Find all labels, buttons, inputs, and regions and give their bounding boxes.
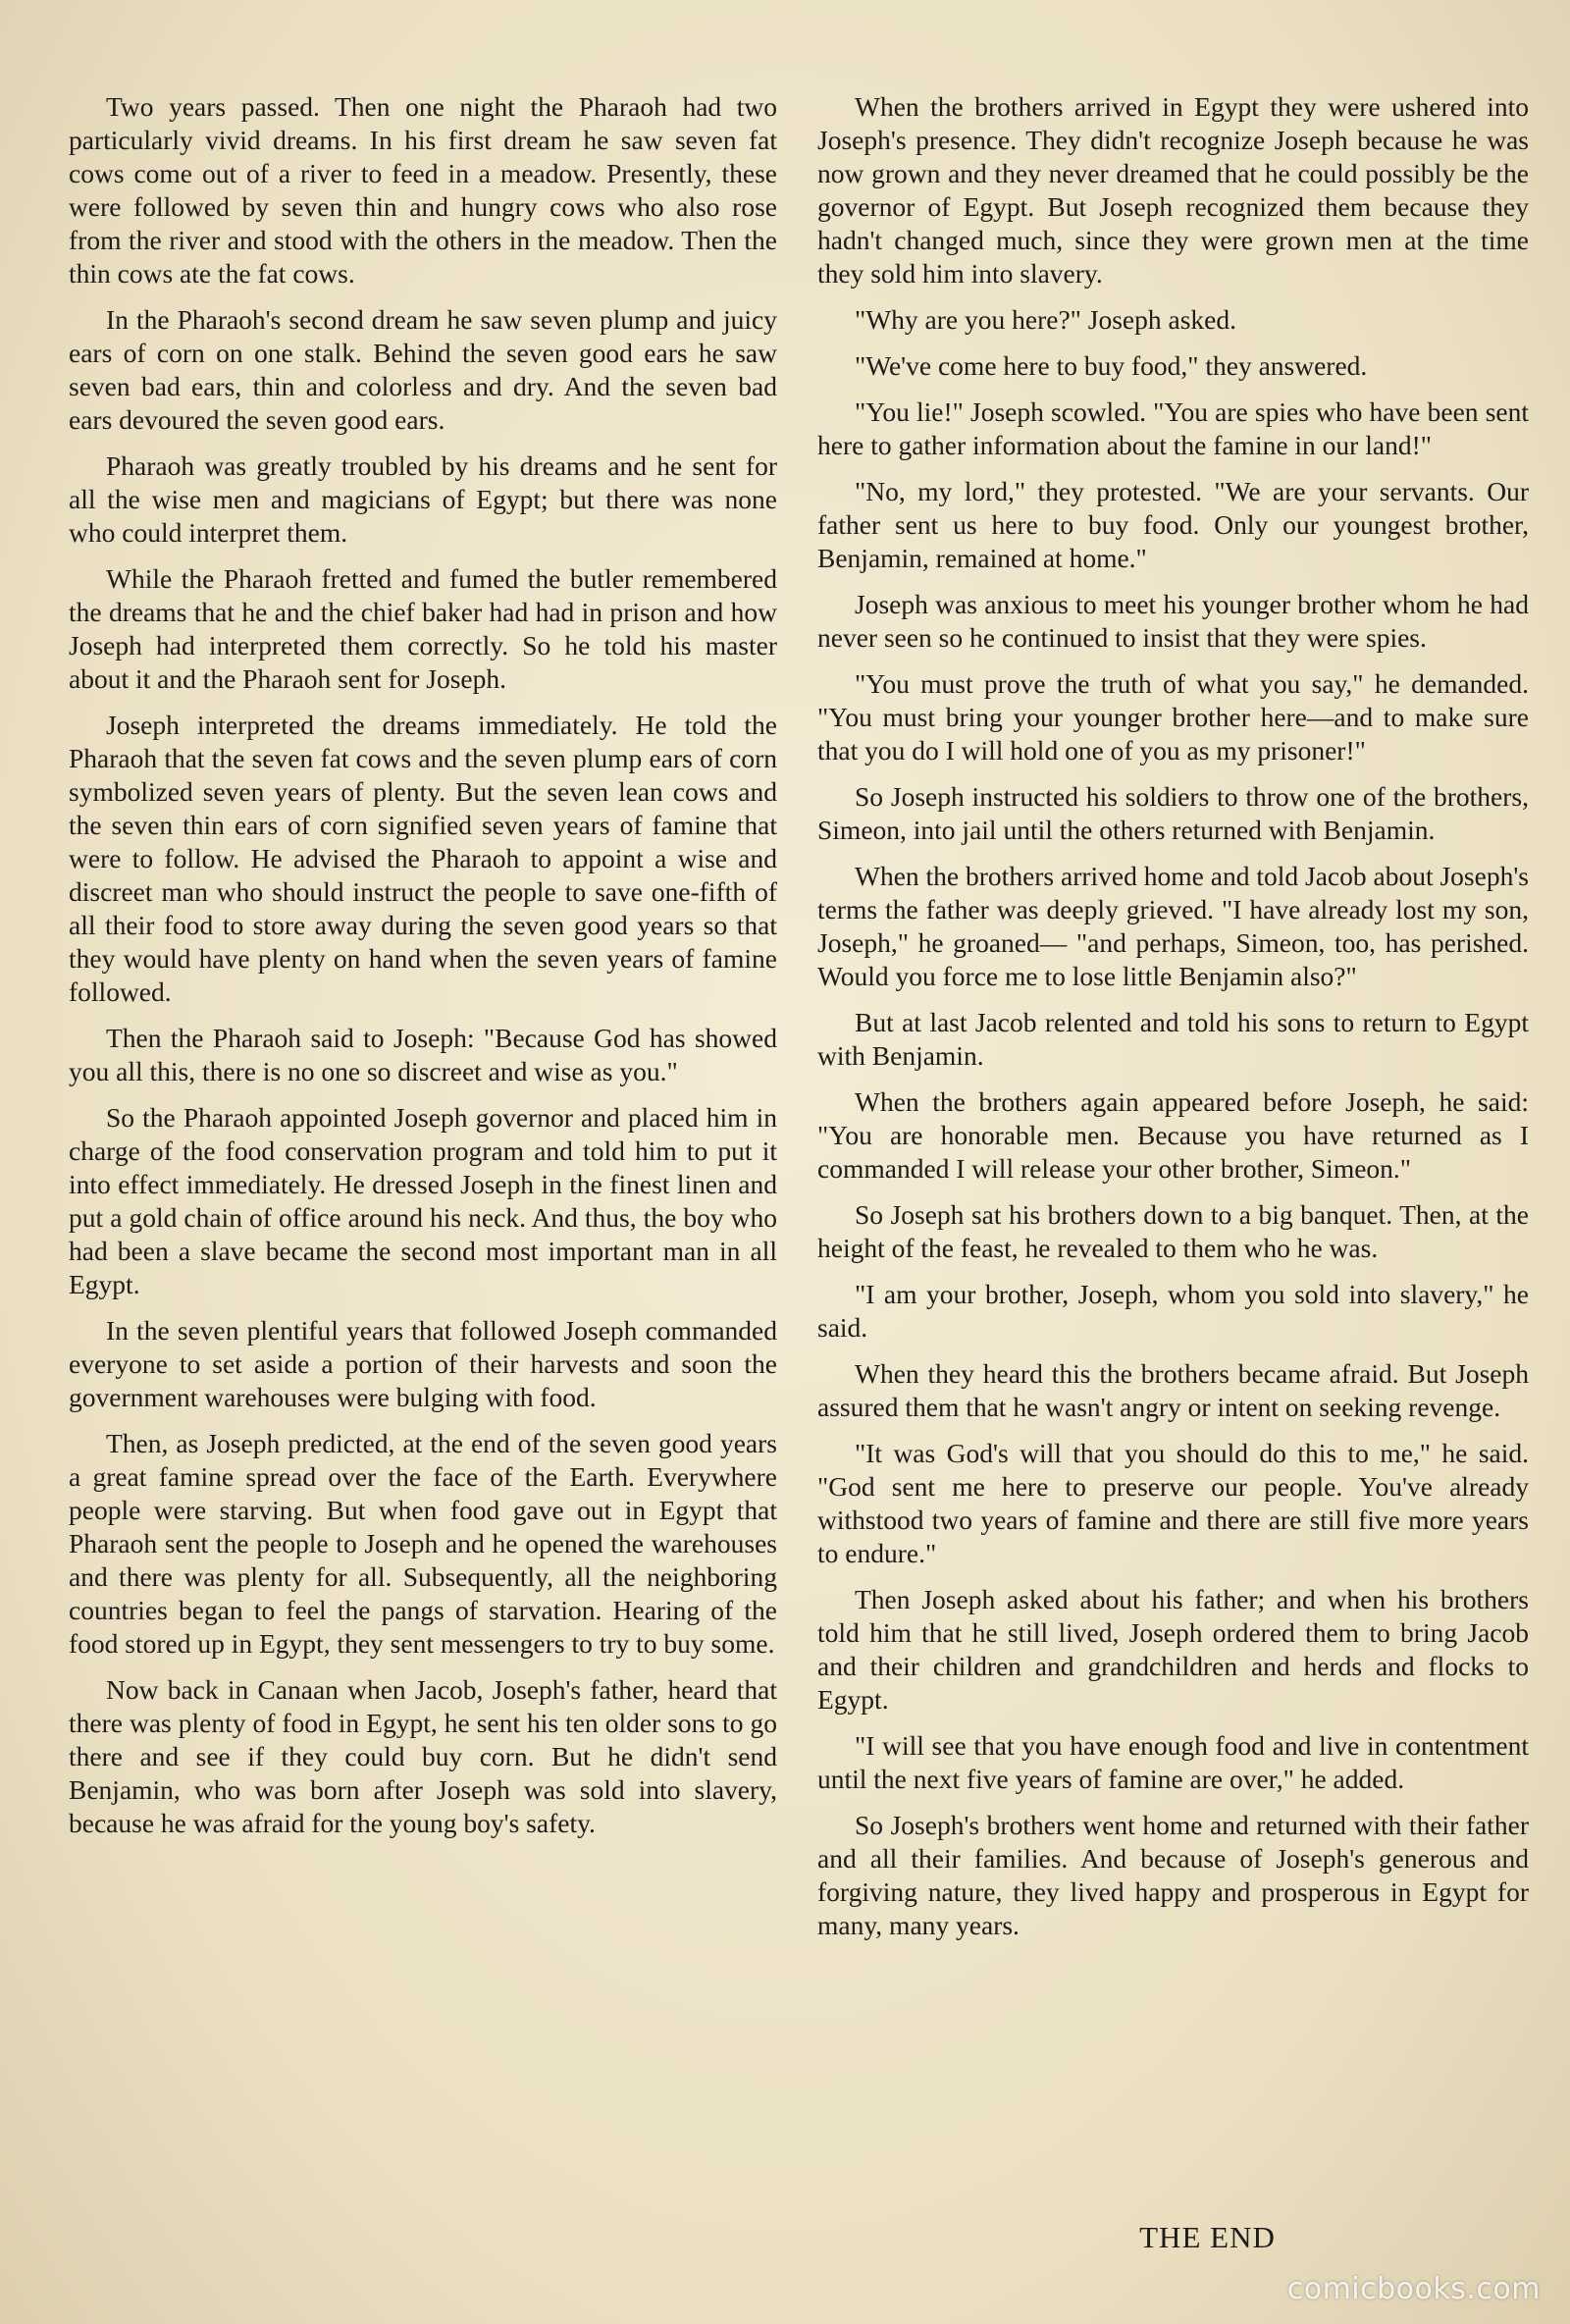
paragraph: "I will see that you have enough food and live in contentment until the next five years of famine are over," he added. (817, 1730, 1529, 1794)
paragraph: So Joseph sat his brothers down to a big banquet. Then, at the height of the feast, he revealed to them who he was. (817, 1199, 1529, 1263)
left-text-column (69, 90, 777, 1853)
paragraph: "You lie!" Joseph scowled. "You are spies who have been sent here to gather information about the famine in our land!" (817, 396, 1529, 460)
paragraph: When they heard this the brothers became afraid. But Joseph assured them that he wasn't angry or intent on seeking revenge. (817, 1358, 1529, 1422)
paragraph: So Joseph's brothers went home and returned with their father and all their families. And because of Joseph's generous and forgiving nature, they lived happy and prosperous in Egypt for many, many years. (817, 1810, 1529, 1940)
right-text-column (817, 90, 1529, 1955)
paragraph: "We've come here to buy food," they answered. (855, 350, 1368, 381)
site-watermark: comicbooks.com (1286, 2272, 1541, 2306)
paragraph: "It was God's will that you should do this to me," he said. "God sent me here to preserve our people. You've already withstood two years of famine and there are still five more years to endure." (817, 1438, 1529, 1568)
paragraph: In the seven plentiful years that followed Joseph commanded everyone to set aside a portion of their harvests and soon the government warehouses were bulging with food. (69, 1315, 777, 1412)
paragraph: When the brothers arrived home and told Jacob about Joseph's terms the father was deeply grieved. "I have already lost my son, Joseph," he groaned— "and perhaps, Simeon, too, has perished. Would you force me to lose little Benjamin also?" (817, 861, 1529, 991)
paragraph: In the Pharaoh's second dream he saw seven plump and juicy ears of corn on one stalk. Behind the seven good ears he saw seven bad ears, thin and colorless and dry. And the seven bad ears devoured the seven good ears. (69, 304, 777, 435)
paragraph: Joseph was anxious to meet his younger brother whom he had never seen so he continued to insist that they were spies. (817, 589, 1529, 653)
paragraph: Then Joseph asked about his father; and when his brothers told him that he still lived, Joseph ordered them to bring Jacob and their children and grandchildren and herds and flocks to Egypt. (817, 1584, 1529, 1715)
paragraph: While the Pharaoh fretted and fumed the butler remembered the dreams that he and the chief baker had had in prison and how Joseph had interpreted them correctly. So he told his master about it and the Pharaoh sent for Joseph. (69, 563, 777, 694)
paragraph: When the brothers again appeared before Joseph, he said: "You are honorable men. Because you have returned as I commanded I will release your other brother, Simeon." (817, 1086, 1529, 1184)
paragraph: So the Pharaoh appointed Joseph governor and placed him in charge of the food conservation program and told him to put it into effect immediately. He dressed Joseph in the finest linen and put a gold chain of office around his neck. And thus, the boy who had been a slave became the second most important man in all Egypt. (69, 1102, 777, 1299)
paragraph: So Joseph instructed his soldiers to throw one of the brothers, Simeon, into jail until the others returned with Benjamin. (817, 781, 1529, 845)
paragraph: "Why are you here?" Joseph asked. (855, 304, 1236, 335)
paragraph: "You must prove the truth of what you say," he demanded. "You must bring your younger brother here—and to make sure that you do I will hold one of you as my prisoner!" (817, 668, 1529, 766)
paragraph: Pharaoh was greatly troubled by his dreams and he sent for all the wise men and magicians of Egypt; but there was none who could interpret them. (69, 450, 777, 548)
paragraph: Then the Pharaoh said to Joseph: "Because God has showed you all this, there is no one so discreet and wise as you." (69, 1023, 777, 1086)
the-end-heading: THE END (1139, 2220, 1276, 2254)
paragraph: "No, my lord," they protested. "We are your servants. Our father sent us here to buy food. Only our youngest brother, Benjamin, remained at home." (817, 476, 1529, 573)
paragraph: Then, as Joseph predicted, at the end of the seven good years a great famine spread over the face of the Earth. Everywhere people were starving. But when food gave out in Egypt that Pharaoh sent the people to Joseph and he opened the warehouses and there was plenty for all. Subsequently, all the neighboring countries began to feel the pangs of starvation. Hearing of the food stored up in Egypt, they sent messengers to try to buy some. (69, 1428, 777, 1659)
paragraph: Now back in Canaan when Jacob, Joseph's father, heard that there was plenty of food in Egypt, he sent his ten older sons to go there and see if they could buy corn. But he didn't send Benjamin, who was born after Joseph was sold into slavery, because he was afraid for the young boy's safety. (69, 1674, 777, 1838)
paragraph: Joseph interpreted the dreams immediately. He told the Pharaoh that the seven fat cows and the seven plump ears of corn symbolized seven years of plenty. But the seven lean cows and the seven thin ears of corn signified seven years of famine that were to follow. He advised the Pharaoh to appoint a wise and discreet man who should instruct the people to save one-fifth of all their food to store away during the seven good years so that they would have plenty on hand when the seven years of famine followed. (69, 710, 777, 1007)
paragraph: Two years passed. Then one night the Pharaoh had two particularly vivid dreams. In his first dream he saw seven fat cows come out of a river to feed in a meadow. Presently, these were followed by seven thin and hungry cows who also rose from the river and stood with the others in the meadow. Then the thin cows ate the fat cows. (69, 91, 777, 289)
paragraph: But at last Jacob relented and told his sons to return to Egypt with Benjamin. (817, 1007, 1529, 1071)
paragraph: "I am your brother, Joseph, whom you sold into slavery," he said. (817, 1279, 1529, 1343)
paragraph: When the brothers arrived in Egypt they were ushered into Joseph's presence. They didn't recognize Joseph because he was now grown and they never dreamed that he could possibly be the governor of Egypt. But Joseph recognized them because they hadn't changed much, since they were grown men at the time they sold him into slavery. (817, 91, 1529, 289)
